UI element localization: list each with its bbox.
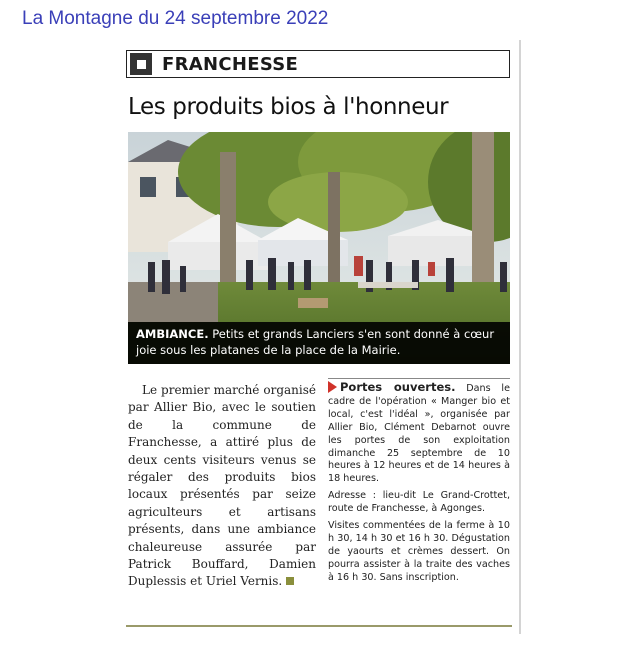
arrow-icon bbox=[328, 381, 337, 393]
caption-text: Petits et grands Lanciers s'en sont donné à cœur joie sous les platanes de la place de la Mairie. bbox=[136, 327, 495, 357]
rubric-title: FRANCHESSE bbox=[162, 53, 299, 75]
bottom-rule bbox=[126, 625, 512, 627]
rubric-square-icon bbox=[130, 53, 152, 75]
column-divider bbox=[519, 40, 521, 634]
end-mark-icon bbox=[286, 577, 294, 585]
newspaper-clipping bbox=[126, 42, 512, 632]
article-body bbox=[128, 382, 316, 591]
sidebar-box bbox=[328, 378, 510, 589]
caption-lead: AMBIANCE. bbox=[136, 327, 209, 341]
sidebar-text-1: Dans le cadre de l'opération « Manger bio et local, c'est l'idéal », organisée par Allier Bio, Clément Debarnot ouvre les portes de son exploitation dimanche 25 septembre de 10 heures à 12 heures et de 14 heures à 18 heures. bbox=[328, 383, 510, 485]
sidebar-paragraph-2: Adresse : lieu-dit Le Grand-Crottet, route de Franchesse, à Agonges. bbox=[328, 490, 510, 515]
sidebar-paragraph-3: Visites commentées de la ferme à 10 h 30, 14 h 30 et 16 h 30. Dégustation de yaourts et crèmes dessert. On pourra assister à la traite des vaches à 16 h 30. Sans inscription. bbox=[328, 520, 510, 583]
rubric-bar bbox=[126, 50, 510, 78]
sidebar-lead: Portes ouvertes. bbox=[340, 380, 456, 394]
sidebar-paragraph-1 bbox=[328, 381, 510, 486]
article-body-text: Le premier marché organisé par Allier Bio, avec le soutien de la commune de Franchesse, a attiré plus de deux cents visiteurs venus se régaler des produits bios locaux présentés par seize agriculteurs et artisans présents, dans une ambiance chaleureuse assurée par Patrick Bouffard, Damien Duplessis et Uriel Vernis. bbox=[128, 383, 316, 589]
headline: Les produits bios à l'honneur bbox=[128, 94, 449, 120]
photo-caption bbox=[128, 322, 510, 364]
source-label: La Montagne du 24 septembre 2022 bbox=[22, 8, 329, 29]
